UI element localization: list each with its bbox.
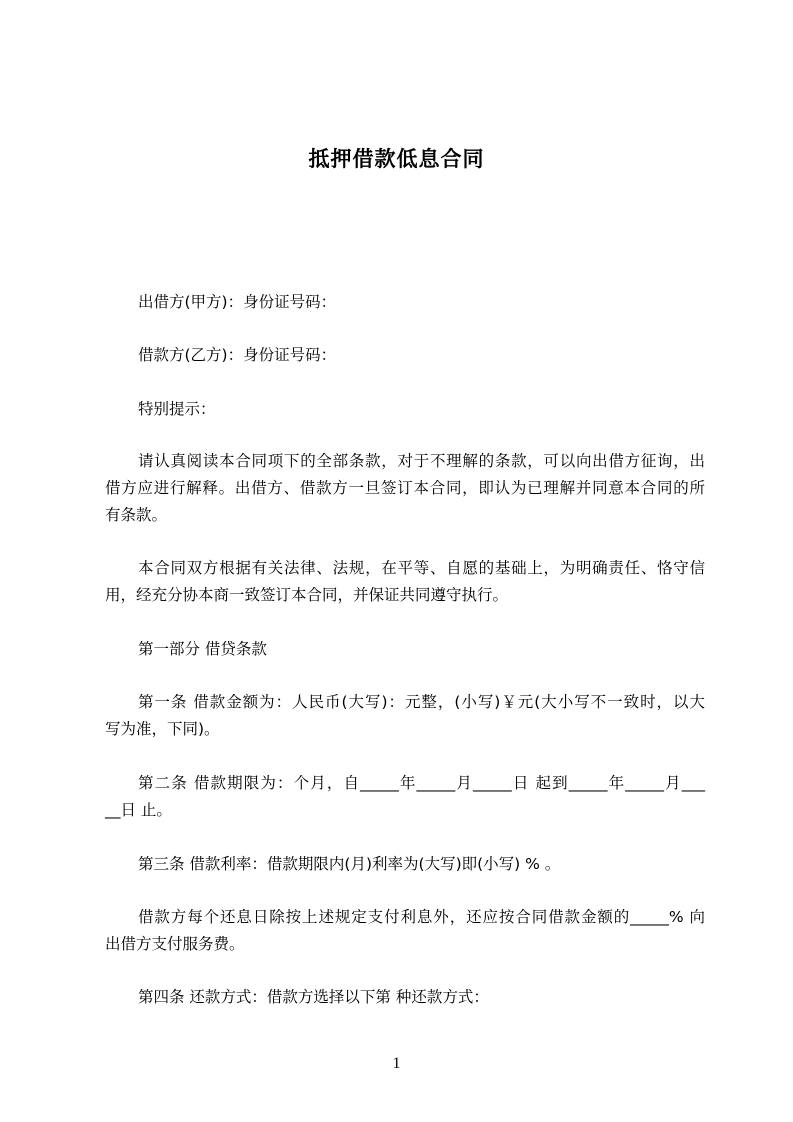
lender-info (105, 289, 705, 316)
text-line: 第四条 还款方式：借款方选择以下第 种还款方式： (138, 988, 489, 1006)
special-notice-heading (105, 396, 705, 423)
document-title: 抵押借款低息合同 (308, 147, 485, 171)
article-3 (105, 851, 705, 878)
text-line: 特别提示： (138, 400, 216, 418)
part-one-heading (105, 636, 705, 663)
text-line: 有条款。 (105, 506, 168, 524)
page-number: 1 (392, 1055, 401, 1072)
text-line: 第三条 借款利率：借款期限内(月)利率为(大写)即(小写) % 。 (138, 855, 561, 873)
article-2 (105, 770, 705, 824)
text-line: 第一条 借款金额为：人民币(大写)：元整，(小写)￥元(大小写不一致时，以大 (138, 693, 705, 711)
text-line: 借款方每个还息日除按上述规定支付利息外，还应按合同借款金额的_____% 向 (138, 908, 705, 926)
text-line: 出借方支付服务费。 (105, 935, 245, 953)
text-line: 第一部分 借贷条款 (138, 640, 267, 658)
text-line: 借方应进行解释。出借方、借款方一旦签订本合同，即认为已理解并同意本合同的所 (105, 479, 705, 497)
article-1 (105, 689, 705, 743)
preamble-paragraph (105, 555, 705, 609)
text-line: 请认真阅读本合同项下的全部条款，对于不理解的条款，可以向出借方征询，出 (138, 452, 705, 470)
text-line: 出借方(甲方)：身份证号码： (138, 293, 337, 311)
article-4 (105, 984, 705, 1011)
text-line: 用，经充分协本商一致签订本合同，并保证共同遵守执行。 (105, 586, 509, 604)
text-line: 本合同双方根据有关法律、法规，在平等、自愿的基础上，为明确责任、恪守信 (138, 559, 705, 577)
notice-paragraph (105, 448, 705, 529)
text-line: 借款方(乙方)：身份证号码： (138, 346, 337, 364)
text-line: 第二条 借款期限为：个月，自_____年_____月_____日 起到_____年_____月___ (138, 774, 705, 792)
borrower-info (105, 342, 705, 369)
text-line: 写为准，下同)。 (105, 720, 220, 738)
text-line: __日 止。 (105, 801, 172, 819)
service-fee-paragraph (105, 904, 705, 958)
